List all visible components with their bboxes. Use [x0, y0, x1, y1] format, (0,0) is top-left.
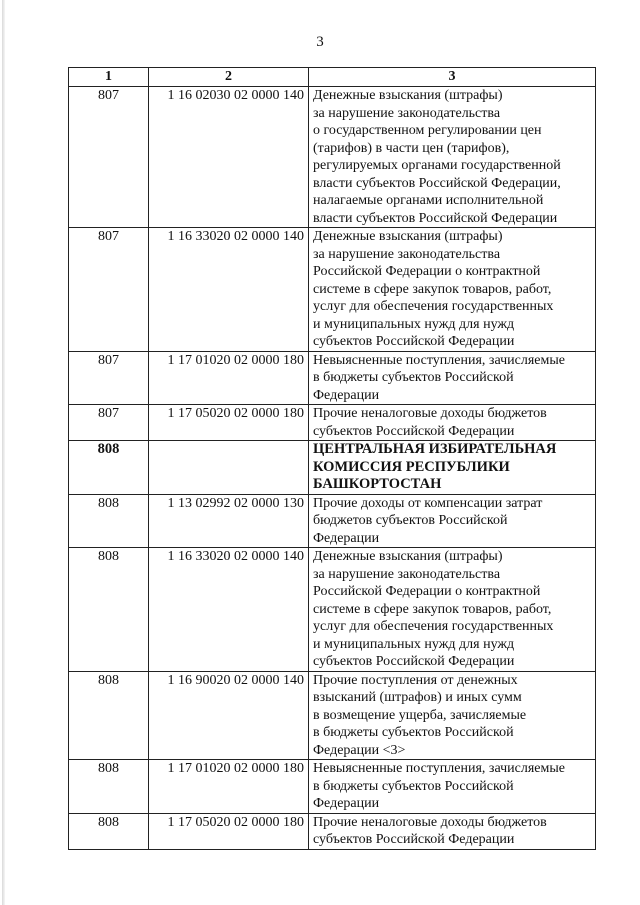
- income-name-line: субъектов Российской Федерации: [313, 832, 515, 847]
- budget-code-cell: 1 17 05020 02 0000 180: [149, 405, 309, 441]
- budget-code-cell: [149, 441, 309, 495]
- admin-code-cell: 807: [69, 87, 149, 228]
- income-name-line: Невыясненные поступления, зачисляемые: [313, 761, 565, 776]
- income-name-line: за нарушение законодательства: [313, 566, 501, 582]
- income-name-line: в бюджеты субъектов Российской: [313, 778, 514, 794]
- income-name-cell: [309, 671, 596, 760]
- income-codes-table: [68, 67, 596, 850]
- budget-code-cell: 1 16 33020 02 0000 140: [149, 228, 309, 352]
- table-row: [69, 494, 596, 548]
- income-name-line: (тарифов) в части цен (тарифов),: [313, 140, 510, 156]
- page-number: 3: [316, 34, 324, 50]
- admin-code-cell: 808: [69, 813, 149, 849]
- header-col-3: 3: [309, 68, 596, 87]
- income-name-line: КОМИССИЯ РЕСПУБЛИКИ: [313, 458, 510, 475]
- header-col-2: 2: [149, 68, 309, 87]
- header-col-1: 1: [69, 68, 149, 87]
- income-name-line: Денежные взыскания (штрафы): [313, 88, 503, 103]
- income-name-line: Невыясненные поступления, зачисляемые: [313, 352, 565, 368]
- admin-code-cell: 808: [69, 671, 149, 760]
- income-name-cell: [309, 228, 596, 352]
- income-name-line: субъектов Российской Федерации: [313, 334, 515, 349]
- income-name-line: субъектов Российской Федерации: [313, 423, 515, 439]
- income-name-line: субъектов Российской Федерации: [313, 654, 515, 669]
- table-row: [69, 548, 596, 672]
- income-name-line: за нарушение законодательства: [313, 105, 501, 121]
- income-name-cell: [309, 441, 596, 495]
- income-name-cell: [309, 760, 596, 814]
- income-name-line: в возмещение ущерба, зачисляемые: [313, 707, 527, 723]
- table-row: [69, 228, 596, 352]
- income-name-line: БАШКОРТОСТАН: [313, 476, 442, 492]
- table-body: [69, 87, 596, 850]
- income-name-line: власти субъектов Российской Федерации: [313, 210, 558, 226]
- income-name-line: Федерации: [313, 796, 380, 811]
- table-row: [69, 441, 596, 495]
- income-name-line: и муниципальных нужд для нужд: [313, 636, 515, 652]
- table-header-row: [69, 68, 596, 87]
- table-row: [69, 671, 596, 760]
- admin-code-cell: 807: [69, 351, 149, 405]
- income-name-line: системе в сфере закупок товаров, работ,: [313, 281, 552, 297]
- budget-code-cell: 1 17 05020 02 0000 180: [149, 813, 309, 849]
- income-name-cell: [309, 351, 596, 405]
- income-name-line: Денежные взыскания (штрафы): [313, 549, 503, 564]
- income-name-line: Российской Федерации о контрактной: [313, 584, 541, 599]
- table-row: [69, 813, 596, 849]
- income-name-line: Российской Федерации о контрактной: [313, 264, 541, 279]
- income-name-line: налагаемые органами исполнительной: [313, 193, 544, 208]
- income-name-line: Федерации: [313, 530, 380, 546]
- income-name-line: о государственном регулировании цен: [313, 123, 542, 138]
- scan-edge: [2, 0, 5, 905]
- income-name-line: Прочие доходы от компенсации затрат: [313, 495, 543, 511]
- income-name-line: в бюджеты субъектов Российской: [313, 370, 514, 385]
- admin-code-cell: 807: [69, 228, 149, 352]
- income-name-cell: [309, 405, 596, 441]
- admin-code-cell: 808: [69, 548, 149, 672]
- income-name-line: регулируемых органами государственной: [313, 158, 561, 173]
- income-name-line: власти субъектов Российской Федерации,: [313, 175, 561, 191]
- budget-code-cell: 1 17 01020 02 0000 180: [149, 760, 309, 814]
- income-name-line: бюджетов субъектов Российской: [313, 513, 508, 528]
- admin-code-cell: 808: [69, 441, 149, 495]
- income-name-line: за нарушение законодательства: [313, 246, 501, 262]
- table-row: [69, 87, 596, 228]
- income-name-cell: [309, 87, 596, 228]
- table-row: [69, 351, 596, 405]
- income-name-line: в бюджеты субъектов Российской: [313, 725, 514, 740]
- budget-code-cell: 1 17 01020 02 0000 180: [149, 351, 309, 405]
- table-row: [69, 760, 596, 814]
- budget-code-cell: 1 16 02030 02 0000 140: [149, 87, 309, 228]
- income-name-line: системе в сфере закупок товаров, работ,: [313, 601, 552, 617]
- income-name-line: взысканий (штрафов) и иных сумм: [313, 690, 522, 705]
- income-name-line: ЦЕНТРАЛЬНАЯ ИЗБИРАТЕЛЬНАЯ: [313, 441, 557, 457]
- admin-code-cell: 808: [69, 494, 149, 548]
- admin-code-cell: 807: [69, 405, 149, 441]
- table-row: [69, 405, 596, 441]
- income-name-line: Прочие неналоговые доходы бюджетов: [313, 406, 547, 421]
- admin-code-cell: 808: [69, 760, 149, 814]
- budget-code-cell: 1 16 90020 02 0000 140: [149, 671, 309, 760]
- income-name-line: Федерации <3>: [313, 742, 406, 758]
- income-name-cell: [309, 813, 596, 849]
- income-name-line: услуг для обеспечения государственных: [313, 619, 554, 634]
- income-name-line: и муниципальных нужд для нужд: [313, 316, 515, 332]
- income-name-cell: [309, 548, 596, 672]
- budget-code-cell: 1 13 02992 02 0000 130: [149, 494, 309, 548]
- income-name-line: услуг для обеспечения государственных: [313, 299, 554, 314]
- income-name-line: Прочие неналоговые доходы бюджетов: [313, 814, 547, 830]
- income-name-line: Прочие поступления от денежных: [313, 672, 518, 688]
- income-name-cell: [309, 494, 596, 548]
- income-name-line: Федерации: [313, 387, 380, 403]
- budget-code-cell: 1 16 33020 02 0000 140: [149, 548, 309, 672]
- income-name-line: Денежные взыскания (штрафы): [313, 229, 503, 244]
